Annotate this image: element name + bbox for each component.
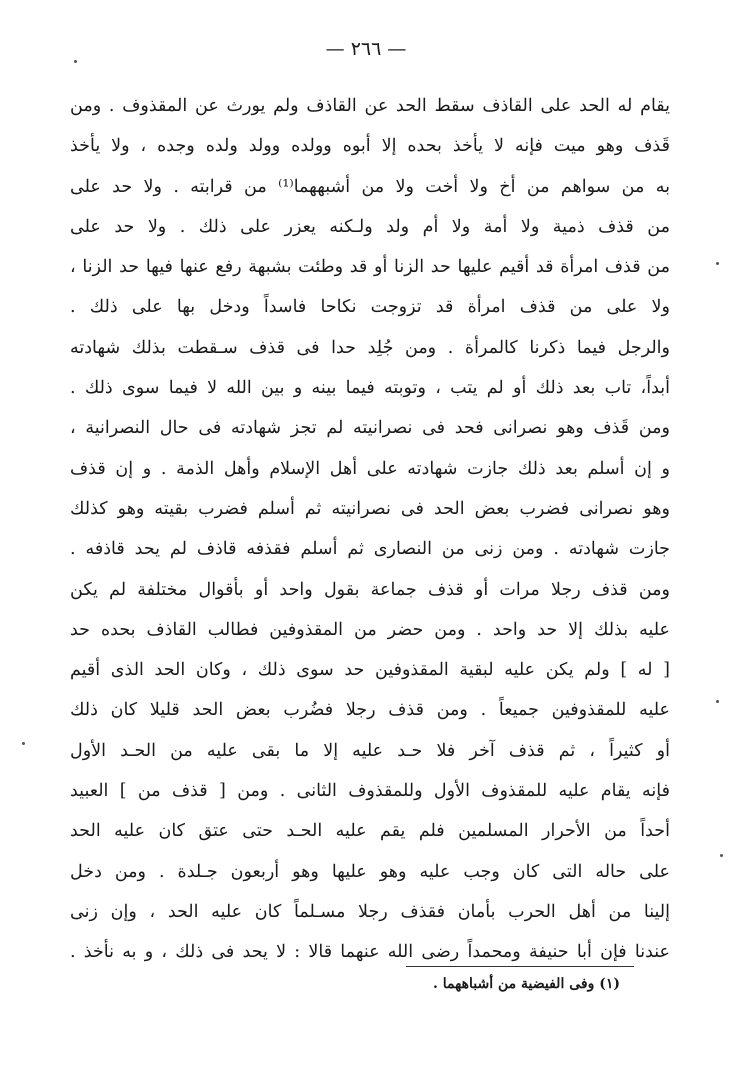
text-line: والرجل فيما ذكرنا كالمرأة . ومن جُلِد حدا فى قذف سـقطت بذلك شهادته xyxy=(70,337,670,358)
text-line: قَذف وهو ميت فإنه لا يأخذ بحده إلا أبوه وولده وولد ولده وجده ، ولا يأخذ xyxy=(70,136,670,157)
text-line: عليه للمقذوفين جميعاً . ومن قذف رجلا فضُرب بعض الحد قليلا كان ذلك xyxy=(70,700,670,721)
text-line: أحداً من الأحرار المسلمين فلم يقم عليه الحـد حتى عتق كان عليه الحد xyxy=(70,821,670,842)
footnote-divider xyxy=(406,966,634,967)
text-line: [ له ] ولم يكن عليه لبقية المقذوفين حد سوى ذلك ، وكان الحد الذى أقيم xyxy=(70,660,670,681)
page-number: — ٢٦٦ — xyxy=(325,38,407,60)
scan-speck xyxy=(22,742,25,745)
text-line: من قذف امرأة قد أقيم عليها حد الزنا أو قد وطئت بشبهة رفع عنها فيها حد الزنا ، xyxy=(70,257,670,278)
text-line: فإنه يقام عليه للمقذوف الأول وللمقذوف الثانى . ومن [ قذف من ] العبيد xyxy=(70,781,670,802)
text-line: به من سواهم من أخ ولا أخت ولا من أشبههما⁽¹⁾ من قرابته . ولا حد على xyxy=(70,176,670,197)
text-line: ومن قذف رجلا مرات أو قذف جماعة بقول واحد أو بأقوال مختلفة لم يكن xyxy=(70,579,670,600)
text-line: عندنا فإن أبا حنيفة ومحمداً رضى الله عنهما قالا : لا يحد فى ذلك ، و به نأخذ . xyxy=(70,942,670,963)
text-line: يقام له الحد على القاذف سقط الحد عن القاذف ولم يورث عن المقذوف . ومن xyxy=(70,96,670,116)
text-line: أبداً، تاب بعد ذلك أو لم يتب ، وتوبته فيما بينه و بين الله لا فيما سوى ذلك . xyxy=(70,378,670,399)
scan-speck xyxy=(720,854,723,857)
text-line: من قذف ذمية ولا أمة ولا أم ولد ولـكنه يعزر على ذلك . ولا حد على xyxy=(70,216,670,237)
text-line: على حاله التى كان وجب عليه وهو عليها وهو أربعون جـلدة . ومن دخل xyxy=(70,861,670,882)
body-text xyxy=(70,86,670,973)
text-line: وهو نصرانى فضرب بعض الحد فى نصرانيته ثم أسلم فضرب بقيته وهو كذلك xyxy=(70,498,670,519)
text-line: عليه بذلك إلا حد واحد . ومن حضر من المقذوفين فطالب القاذف بحده حد xyxy=(70,619,670,640)
text-line: ومن قَذف وهو نصرانى فحد فى نصرانيته لم تجز شهادته فى حال النصرانية ، xyxy=(70,418,670,439)
footnote: (١) وفى الفيضية من أشباههما . xyxy=(433,976,620,992)
text-line: جازت شهادته . ومن زنى من النصارى ثم أسلم فقذفه قاذف لم يحد قاذفه . xyxy=(70,539,670,560)
text-line: و إن أسلم بعد ذلك جازت شهادته على أهل الإسلام وأهل الذمة . و إن قذف xyxy=(70,458,670,479)
scan-speck xyxy=(74,60,77,63)
text-line: إلينا من أهل الحرب بأمان فقذف رجلا مسـلماً كان عليه الحد ، وإن زنى xyxy=(70,901,670,922)
text-line: أو كثيراً ، ثم قذف آخر فلا حـد عليه إلا ما بقى عليه من الحـد الأول xyxy=(70,740,670,761)
text-line: ولا على من قذف امرأة قد تزوجت نكاحا فاسداً ودخل بها على ذلك . xyxy=(70,297,670,318)
scan-speck xyxy=(716,262,719,265)
scan-speck xyxy=(716,700,719,703)
